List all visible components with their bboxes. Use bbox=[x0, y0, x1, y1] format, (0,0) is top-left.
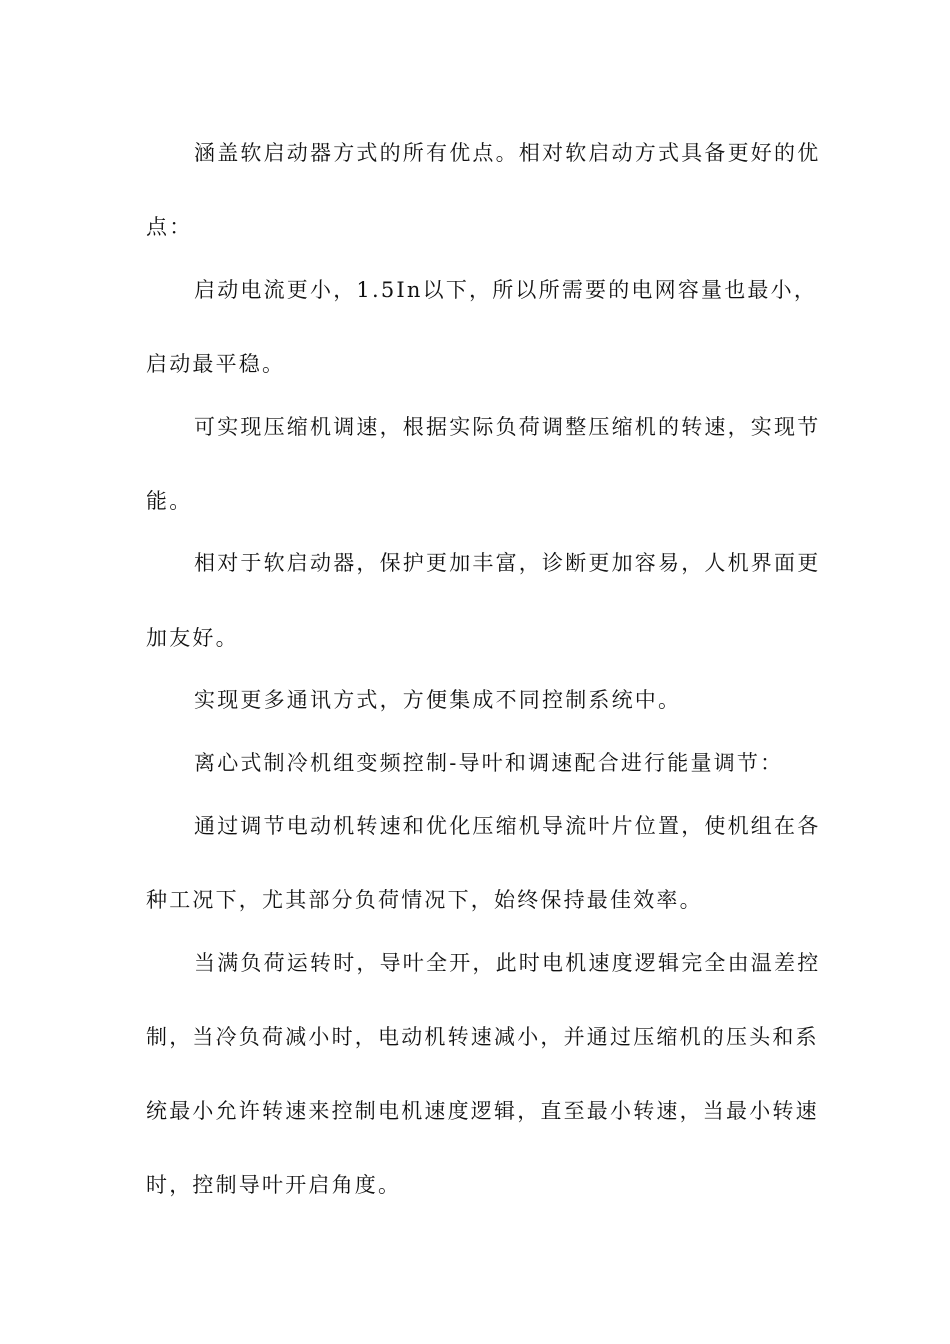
paragraph-6-heading: 离心式制冷机组变频控制-导叶和调速配合进行能量调节： bbox=[194, 751, 784, 775]
paragraph-2-line-1: 启动电流更小，1.5In以下，所以所需要的电网容量也最小， bbox=[194, 278, 818, 302]
paragraph-7-line-2: 种工况下，尤其部分负荷情况下，始终保持最佳效率。 bbox=[146, 888, 703, 912]
paragraph-1-line-2: 点： bbox=[146, 215, 193, 239]
paragraph-3-line-2: 能。 bbox=[146, 489, 193, 513]
paragraph-2-line-2: 启动最平稳。 bbox=[146, 352, 286, 376]
paragraph-8-line-3: 统最小允许转速来控制电机速度逻辑，直至最小转速，当最小转速 bbox=[146, 1099, 819, 1123]
paragraph-1-line-1: 涵盖软启动器方式的所有优点。相对软启动方式具备更好的优 bbox=[194, 141, 821, 165]
paragraph-8-line-1: 当满负荷运转时，导叶全开，此时电机速度逻辑完全由温差控 bbox=[194, 951, 821, 975]
paragraph-8-line-4: 时，控制导叶开启角度。 bbox=[146, 1173, 402, 1197]
paragraph-7-line-1: 通过调节电动机转速和优化压缩机导流叶片位置，使机组在各 bbox=[194, 814, 821, 838]
paragraph-5-line-1: 实现更多通讯方式，方便集成不同控制系统中。 bbox=[194, 688, 682, 712]
paragraph-4-line-2: 加友好。 bbox=[146, 626, 239, 650]
paragraph-4-line-1: 相对于软启动器，保护更加丰富，诊断更加容易，人机界面更 bbox=[194, 551, 821, 575]
paragraph-8-line-2: 制，当冷负荷减小时，电动机转速减小，并通过压缩机的压头和系 bbox=[146, 1025, 819, 1049]
paragraph-3-line-1: 可实现压缩机调速，根据实际负荷调整压缩机的转速，实现节 bbox=[194, 415, 821, 439]
